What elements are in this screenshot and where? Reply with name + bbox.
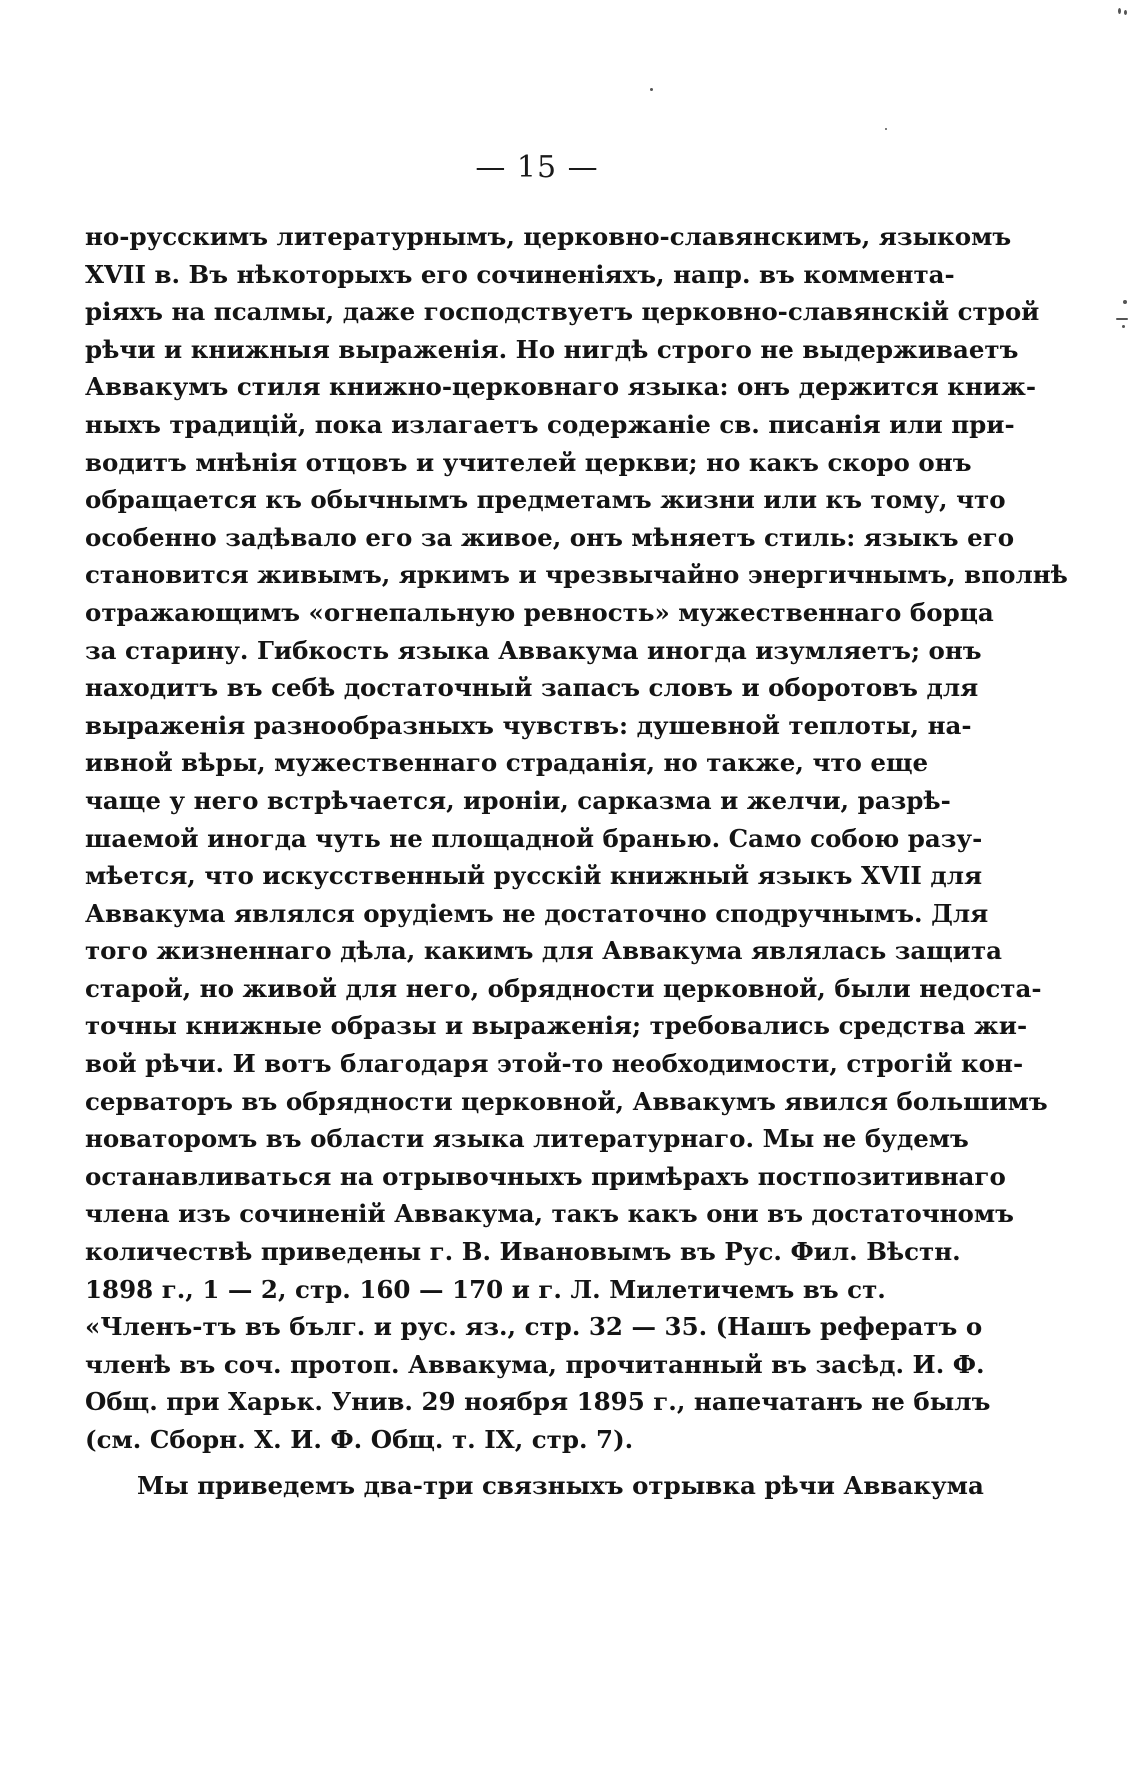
text-line: но-русскимъ литературнымъ, церковно-славянскимъ, языкомъ bbox=[85, 222, 1012, 251]
scan-speck bbox=[1116, 318, 1128, 320]
scan-speck bbox=[1123, 300, 1127, 304]
scan-speck bbox=[885, 128, 887, 130]
text-line: Аввакума являлся орудіемъ не достаточно сподручнымъ. Для bbox=[85, 898, 989, 928]
text-line: того жизненнаго дѣла, какимъ для Аввакума являлась защита bbox=[85, 936, 1003, 966]
scan-speck bbox=[1118, 8, 1121, 14]
text-line: выраженія разнообразныхъ чувствъ: душевной теплоты, на- bbox=[85, 710, 972, 740]
scan-speck bbox=[1124, 10, 1127, 15]
text-line: вой рѣчи. И вотъ благодаря этой-то необходимости, строгій кон- bbox=[85, 1049, 1024, 1079]
text-line: особенно задѣвало его за живое, онъ мѣняетъ стиль: языкъ его bbox=[85, 522, 1015, 552]
text-line: Аввакумъ стиля книжно-церковнаго языка: онъ держится книж- bbox=[85, 372, 1037, 402]
paragraph-spacer bbox=[85, 1459, 875, 1467]
text-line: «Членъ-тъ въ бълг. и рус. яз., стр. 32 — 35. (Нашъ рефератъ о bbox=[85, 1312, 983, 1342]
text-line: отражающимъ «огнепальную ревность» мужественнаго борца bbox=[85, 597, 994, 627]
text-line: новаторомъ въ области языка литературнаго. Мы не будемъ bbox=[85, 1124, 969, 1154]
text-line: Мы приведемъ два-три связныхъ отрывка рѣчи Аввакума bbox=[137, 1470, 984, 1500]
text-line: точны книжные образы и выраженія; требовались средства жи- bbox=[85, 1011, 1028, 1041]
text-line: ныхъ традицій, пока излагаетъ содержаніе св. писанія или при- bbox=[85, 409, 1015, 439]
body-text bbox=[85, 218, 1068, 1504]
text-line: шаемой иногда чуть не площадной бранью. Само собою разу- bbox=[85, 823, 983, 853]
text-line: (см. Сборн. Х. И. Ф. Общ. т. IX, стр. 7). bbox=[85, 1425, 634, 1454]
text-line: члена изъ сочиненій Аввакума, такъ какъ они въ достаточномъ bbox=[85, 1199, 1014, 1229]
text-line: ріяхъ на псалмы, даже господствуетъ церковно-славянскій строй bbox=[85, 297, 1040, 327]
text-line: водитъ мнѣнія отцовъ и учителей церкви; но какъ скоро онъ bbox=[85, 447, 972, 477]
text-line: Общ. при Харьк. Унив. 29 ноября 1895 г., напечатанъ не былъ bbox=[85, 1387, 991, 1417]
text-line: рѣчи и книжныя выраженія. Но нигдѣ строго не выдерживаетъ bbox=[85, 334, 1019, 364]
text-line: серваторъ въ обрядности церковной, Аввакумъ явился большимъ bbox=[85, 1086, 1048, 1116]
text-line: находитъ въ себѣ достаточный запасъ словъ и оборотовъ для bbox=[85, 673, 979, 703]
text-line: чаще у него встрѣчается, ироніи, сарказма и желчи, разрѣ- bbox=[85, 785, 951, 815]
text-line: за старину. Гибкость языка Аввакума иногда изумляетъ; онъ bbox=[85, 635, 982, 665]
text-line: членѣ въ соч. протоп. Аввакума, прочитанный въ засѣд. И. Ф. bbox=[85, 1349, 985, 1379]
text-line: XVII в. Въ нѣкоторыхъ его сочиненіяхъ, напр. въ коммента- bbox=[85, 259, 955, 289]
text-line: 1898 г., 1 — 2, стр. 160 — 170 и г. Л. Милетичемъ въ ст. bbox=[85, 1274, 886, 1304]
text-line: мѣется, что искусственный русскій книжный языкъ XVII для bbox=[85, 861, 983, 891]
text-line: ивной вѣры, мужественнаго страданія, но также, что еще bbox=[85, 748, 929, 778]
scan-speck bbox=[650, 88, 653, 91]
page-number: — 15 — bbox=[475, 150, 599, 185]
text-line: останавливаться на отрывочныхъ примѣрахъ постпозитивнаго bbox=[85, 1161, 1006, 1191]
text-line: старой, но живой для него, обрядности церковной, были недоста- bbox=[85, 973, 1042, 1003]
text-line: количествѣ приведены г. В. Ивановымъ въ Рус. Фил. Вѣстн. bbox=[85, 1237, 961, 1267]
scan-speck bbox=[1122, 325, 1125, 328]
text-line: обращается къ обычнымъ предметамъ жизни или къ тому, что bbox=[85, 485, 1006, 515]
text-line: становится живымъ, яркимъ и чрезвычайно энергичнымъ, вполнѣ bbox=[85, 560, 1068, 590]
